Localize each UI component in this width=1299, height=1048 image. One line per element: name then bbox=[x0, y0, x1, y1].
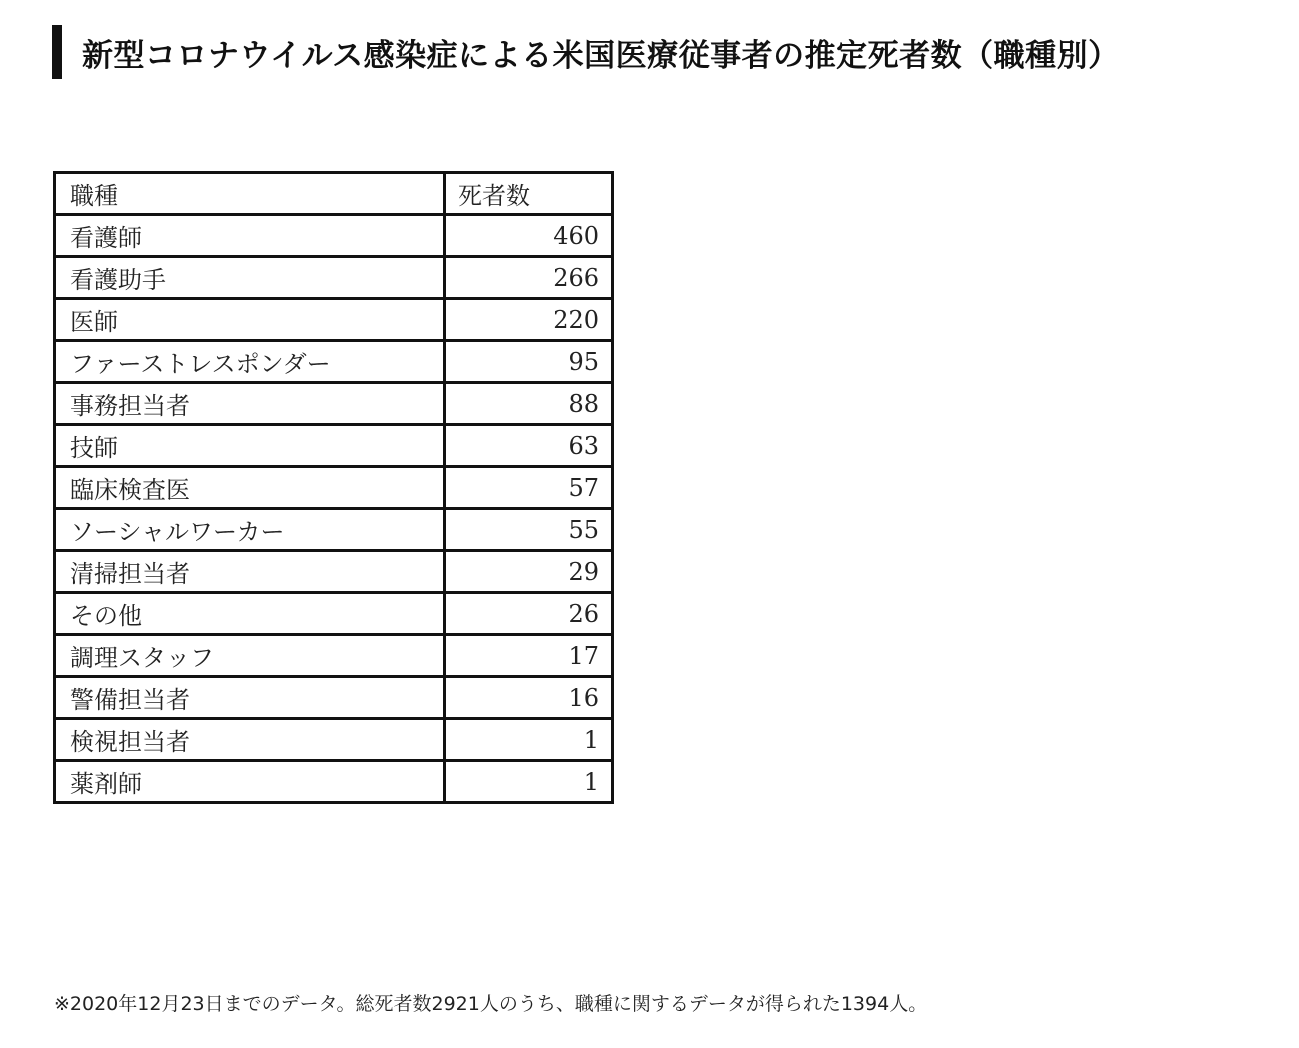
cell-count: 17 bbox=[445, 635, 613, 677]
cell-count: 57 bbox=[445, 467, 613, 509]
table-row bbox=[55, 761, 613, 803]
cell-job: 調理スタッフ bbox=[55, 635, 445, 677]
table-row bbox=[55, 383, 613, 425]
cell-job: 医師 bbox=[55, 299, 445, 341]
table-row bbox=[55, 341, 613, 383]
cell-job: その他 bbox=[55, 593, 445, 635]
table-row bbox=[55, 257, 613, 299]
cell-count: 95 bbox=[445, 341, 613, 383]
cell-count: 16 bbox=[445, 677, 613, 719]
cell-job: ファーストレスポンダー bbox=[55, 341, 445, 383]
header-count: 死者数 bbox=[445, 173, 613, 215]
footnote: ※2020年12月23日までのデータ。総死者数2921人のうち、職種に関するデータが得られた1394人。 bbox=[54, 993, 928, 1015]
table-row bbox=[55, 551, 613, 593]
cell-count: 266 bbox=[445, 257, 613, 299]
cell-job: 事務担当者 bbox=[55, 383, 445, 425]
table-row bbox=[55, 467, 613, 509]
cell-job: 清掃担当者 bbox=[55, 551, 445, 593]
table-row bbox=[55, 677, 613, 719]
cell-count: 29 bbox=[445, 551, 613, 593]
table-header-row bbox=[55, 173, 613, 215]
table-row bbox=[55, 299, 613, 341]
deaths-by-occupation-table bbox=[53, 171, 614, 804]
table-row bbox=[55, 593, 613, 635]
heading-accent-bar bbox=[52, 25, 62, 79]
cell-job: 看護師 bbox=[55, 215, 445, 257]
cell-job: 検視担当者 bbox=[55, 719, 445, 761]
table-row bbox=[55, 215, 613, 257]
cell-job: 看護助手 bbox=[55, 257, 445, 299]
cell-job: ソーシャルワーカー bbox=[55, 509, 445, 551]
cell-count: 220 bbox=[445, 299, 613, 341]
cell-count: 1 bbox=[445, 761, 613, 803]
cell-job: 臨床検査医 bbox=[55, 467, 445, 509]
cell-job: 警備担当者 bbox=[55, 677, 445, 719]
table-row bbox=[55, 635, 613, 677]
header-job: 職種 bbox=[55, 173, 445, 215]
cell-count: 55 bbox=[445, 509, 613, 551]
cell-count: 88 bbox=[445, 383, 613, 425]
cell-count: 26 bbox=[445, 593, 613, 635]
cell-job: 薬剤師 bbox=[55, 761, 445, 803]
page-title: 新型コロナウイルス感染症による米国医療従事者の推定死者数（職種別） bbox=[82, 37, 1120, 74]
cell-count: 1 bbox=[445, 719, 613, 761]
table-row bbox=[55, 425, 613, 467]
cell-count: 63 bbox=[445, 425, 613, 467]
table-row bbox=[55, 719, 613, 761]
table-row bbox=[55, 509, 613, 551]
page-heading bbox=[52, 24, 1120, 80]
table-body bbox=[55, 173, 613, 803]
cell-count: 460 bbox=[445, 215, 613, 257]
cell-job: 技師 bbox=[55, 425, 445, 467]
